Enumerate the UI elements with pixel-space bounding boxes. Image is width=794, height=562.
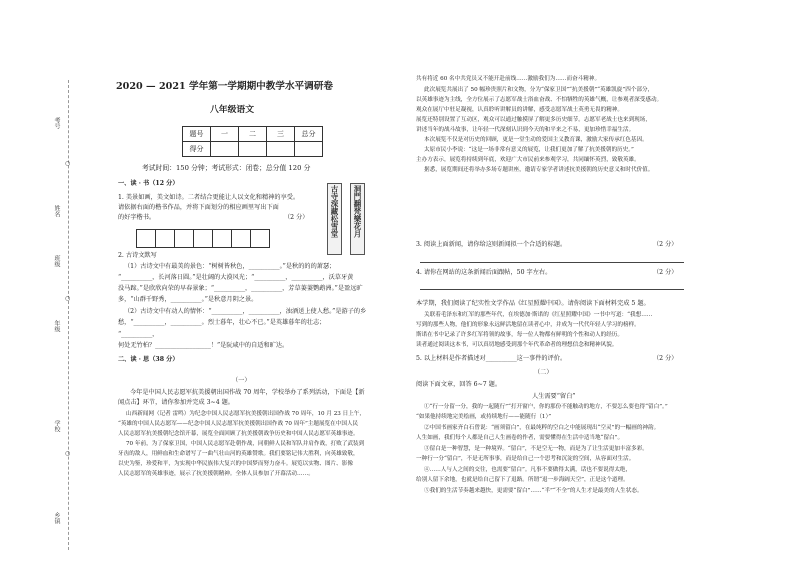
score-cell: 总分 xyxy=(295,127,323,142)
article-paragraph: ⑤我们的生活节奏越来越快，更需要“留白”……“半”“不全”的人生才是最美的人生状态。 xyxy=(424,488,643,494)
article-text: 以英雄事迹为主线，全方位展示了志愿军战士浴血奋战、不怕牺牲的英雄气概，让参观者深受感动。 xyxy=(416,97,663,103)
section2-heading: 二、读 · 思（38 分） xyxy=(118,356,179,363)
sidebar-nianji-label: 年级 xyxy=(53,320,60,332)
score-input-cell[interactable] xyxy=(267,142,295,157)
score-table-score-row xyxy=(183,142,323,157)
score-cell: 得分 xyxy=(183,142,211,157)
article-paragraph: ①“行一分留一分，我的一起随行”“打开窗户，你的那份不能触动的地方，不要怎么要也得“留白”。” xyxy=(424,404,668,410)
material-text: 斯诺在书中记录了许多红军将领的故事，每一位人物都有鲜明的个性和动人的经历。 xyxy=(416,332,623,338)
article-paragraph: ④……人与人之间的交往，也需要“留白”。凡事不要做得太满，话也不要说得太绝， xyxy=(424,467,632,473)
answer-box[interactable] xyxy=(155,229,175,248)
article-text: 本次展览不仅是对历史的回顾，更是一堂生动的爱国主义教育课，激励大家传承红色基因。 xyxy=(424,137,648,143)
news-text: 人民志愿军抗美援朝纪念馆开幕，展览全面回顾了抗美援朝战争历史和中国人民志愿军英雄事迹。 xyxy=(118,431,359,437)
article-text: 共有将近 60 名中共党员又不能开赴前线……激励我们为……而奋斗精神。 xyxy=(416,76,601,82)
question-2-line: （2）古诗文中有动人的情怀：“__________，__________，浊酒送上使人愁。”是游子的乡 xyxy=(124,308,367,315)
question-2-line: 愁，“__________，__________。烈士暮年，壮心不已。”是英雄暮年的壮志； xyxy=(118,319,326,326)
news-text: 山西新闻网（记者 雷鸣）为纪念中国人民志愿军抗美援朝出国作战 70 周年，10 月 23 日上午， xyxy=(126,411,365,417)
question-1-line2: 请依据右面的楷书作品，并将下面划分的相应画里写出下面 xyxy=(118,204,279,211)
sidebar-xiangzhen-label: 乡镇 xyxy=(53,512,60,524)
article-paragraph: ③留白是一种智慧，是一种境界。“留白”，不是空无一物，而是为了让生活更加丰富多彩。 xyxy=(424,446,648,452)
question-3: 3. 阅读上面新闻，请你给这则新闻拟一个合适的标题。 xyxy=(416,241,567,248)
question-1: 1. 美景如画，美文如诗。二者结合更能让人以文化和精神的享受。 xyxy=(118,194,300,201)
sidebar-xingming-label: 姓名 xyxy=(53,205,60,217)
article-text: 主办方表示，展览将持续到年底，欢迎广大市民前来参观学习，共同缅怀英烈，致敬英雄。 xyxy=(416,157,640,163)
sidebar-kaohao-label: 考号 xyxy=(53,117,60,129)
news-text: 70 年前，为了保家卫国，中国人民志愿军赴朝作战，同朝鲜人民和军队并肩作战，打败了武装到 xyxy=(126,441,365,447)
answer-box[interactable] xyxy=(193,229,213,248)
section1-heading: 一、读 · 书（12 分） xyxy=(118,180,179,187)
material-lead: 本学期，我们阅读了纪实性文学作品《红星照耀中国》。请你阅读下面材料完成 5 题。 xyxy=(416,300,650,307)
news-intro-line2: 闻点击】环节，请你参加并完成 3~4 题。 xyxy=(118,399,234,406)
answer-box-row xyxy=(136,229,269,248)
binding-mark: ○ xyxy=(65,295,71,302)
article-text: 太原市民小李说：“这是一场非常有意义的展览，让我们更加了解了抗美援朝的历史。” xyxy=(424,147,634,153)
binding-line xyxy=(68,80,69,550)
score-cell: 三 xyxy=(267,127,295,142)
question-2: 2. 古诗文默写 xyxy=(118,252,157,259)
question-5-points: （2 分） xyxy=(653,355,678,362)
calligraphy-seal-left: 古寺深藏松雪堂 xyxy=(327,183,342,255)
material-text: 读者通过阅读这本书，可以真切地感受到那个年代革命者的理想信念和精神风貌。 xyxy=(416,342,618,348)
exam-info: 考试时间：150 分钟；考试形式：闭卷；总分值 120 分 xyxy=(142,164,311,172)
article-paragraph: “如果他持续地完美绘画，或持续地行——能随行（1）” xyxy=(416,414,552,420)
answer-line[interactable] xyxy=(420,262,684,263)
article-paragraph: 人生如画，我们每个人都是自己人生画卷的作者，需要懂得在生活中适当地“留白”。 xyxy=(416,435,624,441)
news-text: 牙齿的敌人，用鲜血和生命谱写了一曲气壮山河的英雄赞歌。我们要铭记伟大胜利，向英雄致敬， xyxy=(118,451,359,457)
article-text: 据悉，展览期间还将举办多场专题讲座，邀请专家学者讲述抗美援朝的历史意义和时代价值。 xyxy=(424,167,654,173)
question-2-line: 何处无竹柏？__________________！”是阮咸中的自适和旷达。 xyxy=(118,342,289,349)
exam-title: 2020 — 2021 学年第一学期期中教学水平调研卷 xyxy=(116,81,333,92)
score-cell: 一 xyxy=(211,127,239,142)
answer-box[interactable] xyxy=(174,229,194,248)
question-4: 4. 请你在网站的这条新闻后面跟帖，50 字左右。 xyxy=(416,269,552,276)
binding-mark: ○ xyxy=(65,450,71,457)
news-text: 人民志愿军的英雄事迹，展示了抗美援朝精神。全体人员参加了开幕活动……。 xyxy=(118,471,314,477)
question-2-line: （1）古诗文中有最美的景色：“树树皆秋色，__________。”是秋的的的萧瑟； xyxy=(124,263,336,270)
question-2-line: “__________，长河落日圆。”是壮阔的大漠风光；“__________，__________，沃草牙黄 xyxy=(118,274,354,281)
material-text: 关联着毛泽东和红军的那些年代，在埃德加·斯诺的《红星照耀中国》一书中写道：“我想…… xyxy=(424,312,653,318)
answer-box[interactable] xyxy=(231,229,251,248)
score-table-header-row xyxy=(183,127,323,142)
reading-intro: 阅读下面文章，回答 6~7 题。 xyxy=(416,381,502,388)
article-text: 讲述当年的战斗故事，让年轻一代深刻认识到今天的和平来之不易，更加珍惜幸福生活。 xyxy=(416,127,635,133)
article-text: 展览还特别设置了互动区，观众可以通过触摸屏了解更多历史细节。志愿军老战士也来到现场， xyxy=(416,117,651,123)
binding-mark: ○ xyxy=(65,160,71,167)
article-paragraph: ②中国书画家齐白石曾说：“画须留白”，在最纯粹的空白之中能展现出“空灵”的一幅画的神韵。 xyxy=(424,425,660,431)
answer-box[interactable] xyxy=(136,229,156,248)
question-1-line3: 的好字楷书。 xyxy=(118,214,156,221)
calligraphy-seal-right: 洞門翻梵樂花月 xyxy=(350,183,365,255)
article-title: 人生需要“留白” xyxy=(532,393,576,400)
article-paragraph: 一种行一分“留白”，不是无所事事，而是给自己一个思考和沉淀的空间，从容面对生活。 xyxy=(416,456,635,462)
material-text: 写到的那些人物，他们的形象永远鲜活地留在读者心中，并成为一代代年轻人学习的榜样。 xyxy=(416,322,640,328)
score-cell: 题号 xyxy=(183,127,211,142)
answer-box[interactable] xyxy=(212,229,232,248)
sidebar-banji-label: 班级 xyxy=(53,255,60,267)
score-input-cell[interactable] xyxy=(211,142,239,157)
answer-line[interactable] xyxy=(420,289,684,290)
answer-box[interactable] xyxy=(250,229,270,248)
part-two-label: （二） xyxy=(534,369,553,376)
score-cell: 二 xyxy=(239,127,267,142)
part-one-label: （一） xyxy=(232,377,251,384)
question-5: 5. 以上材料是作者描述对__________这一事件的评价。 xyxy=(416,355,567,362)
news-intro: 今年是中国人民志愿军抗美援朝出国作战 70 周年，学校举办了系列活动，下面是【新 xyxy=(130,389,365,396)
question-2-line: 多，“山群千野秀，__________。”是秋意月阴之景。 xyxy=(118,296,258,303)
question-1-points: （2 分） xyxy=(284,214,309,221)
question-2-line: 没马蹄。”是欣欣向荣的早春景象；“__________，__________，芳草萋萋鹦鹉洲。”是盈远旷 xyxy=(118,285,363,292)
score-input-cell[interactable] xyxy=(295,142,323,157)
score-table xyxy=(182,126,323,157)
article-text: 此次展览共展出了 50 幅珍贵照片和文物，分为“保家卫国”“抗美援朝”“英雄凯旋”四个部分， xyxy=(424,87,654,93)
article-text: 观众在展厅中驻足凝视，认真聆听讲解员的讲解，感受志愿军战士英勇无畏的精神。 xyxy=(416,107,623,113)
score-input-cell[interactable] xyxy=(239,142,267,157)
news-text: 以史为鉴，珍爱和平，为实现中华民族伟大复兴的中国梦而努力奋斗。展览以实物、图片、影像 xyxy=(118,461,353,467)
question-3-points: （2 分） xyxy=(653,241,678,248)
question-2-line: “__________， xyxy=(118,331,159,338)
question-4-points: （2 分） xyxy=(653,269,678,276)
exam-subject: 八年级语文 xyxy=(210,105,254,115)
news-text: “英雄的中国人民志愿军——纪念中国人民志愿军抗美援朝出国作战 70 周年”主题展览在中国人民 xyxy=(118,421,359,427)
sidebar-xuexiao-label: 学校 xyxy=(53,420,60,432)
article-paragraph: 给别人留下余地，也就是给自己留下了退路。所谓“退一步海阔天空”，正是这个道理。 xyxy=(416,477,629,483)
